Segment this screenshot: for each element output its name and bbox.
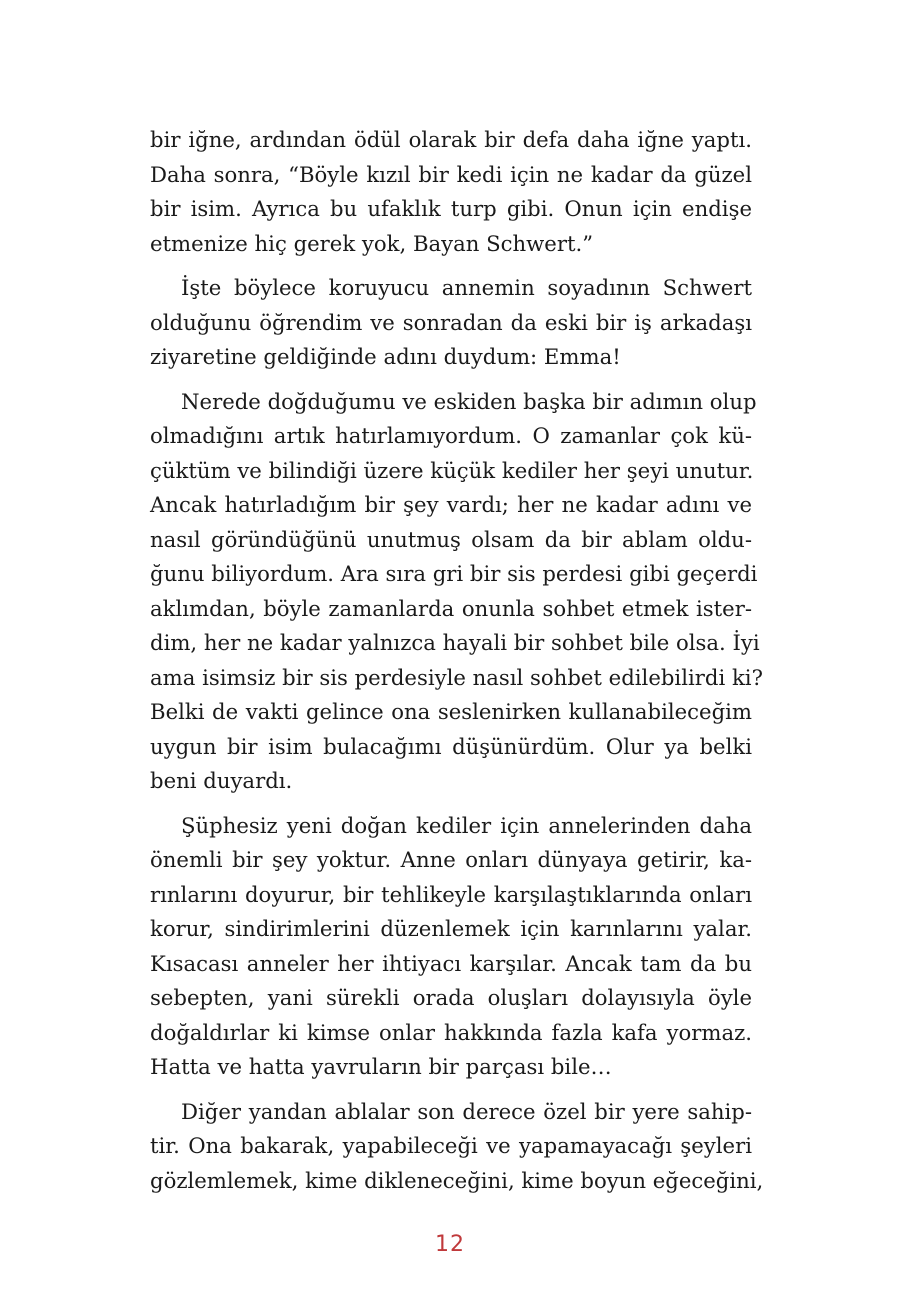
paragraph-gap — [150, 799, 752, 809]
text-line: ğunu biliyordum. Ara sıra gri bir sis perdesi gibi geçerdi — [150, 561, 758, 586]
paragraph — [150, 385, 763, 799]
text-line: Daha sonra, “Böyle kızıl bir kedi için ne kadar da güzel — [150, 161, 752, 187]
text-line: Belki de vakti gelince ona seslenirken kullanabileceğim — [150, 699, 752, 724]
paragraph-gap — [150, 1085, 752, 1095]
text-line: bir iğne, ardından ödül olarak bir defa daha iğne yaptı. — [150, 127, 752, 152]
paragraph — [150, 271, 752, 375]
text-line: İşte böylece koruyucu annemin soyadının Schwert — [181, 275, 752, 300]
text-line: olmadığını artık hatırlamıyordum. O zamanlar çok kü- — [150, 423, 752, 448]
text-line: sebepten, yani sürekli orada oluşları dolayısıyla öyle — [150, 985, 752, 1010]
text-line: önemli bir şey yoktur. Anne onları dünyaya getirir, ka- — [150, 847, 752, 872]
text-line: Hatta ve hatta yavruların bir parçası bile… — [150, 1054, 612, 1079]
text-line: aklımdan, böyle zamanlarda onunla sohbet etmek ister- — [150, 595, 752, 621]
paragraph — [150, 123, 752, 261]
text-line: Ancak hatırladığım bir şey vardı; her ne kadar adını ve — [150, 492, 752, 517]
text-line: ziyaretine geldiğinde adını duydum: Emma! — [150, 344, 621, 369]
text-line: doğaldırlar ki kimse onlar hakkında fazla kafa yormaz. — [150, 1019, 752, 1045]
paragraph-gap — [150, 261, 752, 271]
text-line: rınlarını doyurur, bir tehlikeyle karşılaştıklarında onları — [150, 881, 752, 907]
text-line: Diğer yandan ablalar son derece özel bir yere sahip- — [181, 1098, 752, 1124]
text-line: ama isimsiz bir sis perdesiyle nasıl sohbet edilebilirdi ki? — [150, 664, 763, 690]
text-line: Nerede doğduğumu ve eskiden başka bir adımın olup — [181, 388, 757, 414]
body-text — [150, 123, 764, 1198]
text-line: tir. Ona bakarak, yapabileceği ve yapamayacağı şeyleri — [150, 1133, 752, 1158]
text-line: uygun bir isim bulacağımı düşünürdüm. Olur ya belki — [150, 733, 752, 759]
text-line: nasıl göründüğünü unutmuş olsam da bir ablam oldu- — [150, 526, 752, 552]
text-line: Şüphesiz yeni doğan kediler için annelerinden daha — [181, 812, 752, 838]
page-number: 12 — [435, 1232, 465, 1257]
text-line: Kısacası anneler her ihtiyacı karşılar. Ancak tam da bu — [150, 950, 752, 976]
text-line: etmenize hiç gerek yok, Bayan Schwert.” — [150, 230, 594, 256]
text-line: beni duyardı. — [150, 768, 293, 793]
text-line: korur, sindirimlerini düzenlemek için karınlarını yalar. — [150, 916, 752, 941]
paragraph — [150, 1095, 764, 1199]
text-line: dim, her ne kadar yalnızca hayali bir sohbet bile olsa. İyi — [150, 630, 760, 655]
paragraph — [150, 809, 752, 1085]
text-line: çüktüm ve bilindiği üzere küçük kediler her şeyi unutur. — [150, 457, 754, 483]
text-line: bir isim. Ayrıca bu ufaklık turp gibi. Onun için endişe — [150, 196, 752, 221]
paragraph-gap — [150, 375, 752, 385]
text-line: olduğunu öğrendim ve sonradan da eski bir iş arkadaşı — [150, 309, 752, 335]
text-line: gözlemlemek, kime dikleneceğini, kime boyun eğeceğini, — [150, 1167, 764, 1193]
